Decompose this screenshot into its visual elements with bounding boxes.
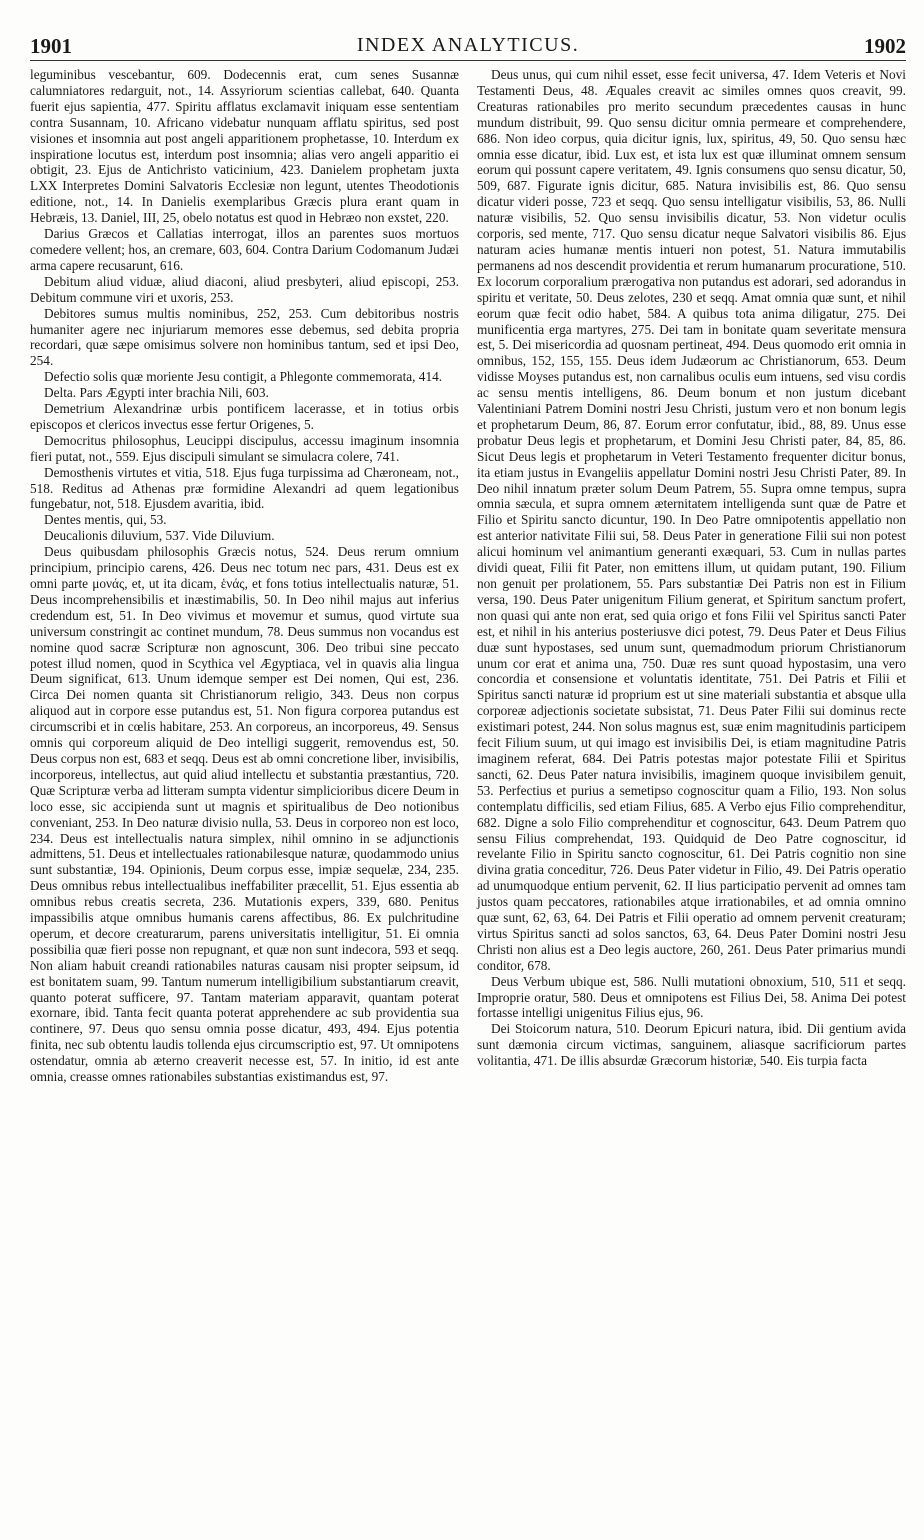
index-entry: Dentes mentis, qui, 53. [44, 512, 167, 528]
running-title: INDEX ANALYTICUS. [356, 34, 580, 56]
page-header [30, 30, 906, 61]
index-entry: Deus Verbum ubique est, 586. Nulli mutationi obnoxium, 510, 511 et seqq. Improprie oratur, 580. Deus et omnipotens est Filius Dei, 58. Anima Dei potest fortasse intelligi unigenitus Filius ejus, 96. [477, 973, 906, 1021]
index-entry: Deus quibusdam philosophis Græcis notus, 524. Deus rerum omnium principium, principio carens, 426. Deus nec totum nec pars, 431. Deus est ex omni parte μονάς, et, ut ita dicam, ἑνάς, et fons totius intellectualis naturæ, 51. Deus incomprehensibilis et inæstimabilis, 50. In Deo nihil majus aut inferius credendum est, 51. In Deo vivimus et movemur et sumus, quod virtute sua universum constringit ac continet mundum, 78. Deus summus non vocandus est nomine quod sacræ Scripturæ non agnoscunt, 306. Deo tribui sine peccato potest illud nomen, quod in Scythica vel Ægyptiaca, vel in quavis alia lingua Deum significat, 613. Unum idemque semper est Dei nomen, Qui est, 236. Circa Dei nomen quanta sit Christianorum religio, 343. Deus non corpus aliquod aut in corpore esse putandus est, 51. Non figura corporea putandus est circumscribi et in cœlis habitare, 253. An corporeus, an incorporeus, 49. Sensus omnis qui corporeum aliquid de Deo intelligi suggerit, removendus est, 50. Deus corpus non est, 683 et seqq. Deus est ab omni concretione liber, invisibilis, incorporeus, intellectus, aut quid aliud intellectu et substantia præstantius, 720. Quæ Scripturæ verba ad litteram sumpta videntur simplicioribus dicere Deum in loco esse, sic accipienda sunt ut magnis et spiritualibus de Deo notionibus conveniant, 253. In Deo naturæ divisio nulla, 53. Deus in corporeo non est loco, 234. Deus est intellectualis natura simplex, nihil omnino in se adjunctionis admittens, 51. Deus et intellectuales rationabilesque naturæ, quodammodo unius sunt substantiæ, 194. Opinionis, Deum corpus esse, impiæ sequelæ, 234, 235. Deus omnibus rebus intellectualibus ineffabiliter præcellit, 51. Ejus essentia ab omnibus rebus creatis secreta, 236. Mutationis expers, 339, 680. Penitus impassibilis atque omnibus humanis carens affectibus, 86. Ex pulchritudine operum, et decore creaturarum, parens universitatis intelligitur, 51. Ei omnia possibilia quæ fieri posse non repugnant, et quæ non sunt indecora, 593 et seqq. Non aliam habuit creandi rationabiles naturas causam nisi propter seipsum, id est bonitatem suam, 99. Tantum numerum intelligibilium substantiarum creavit, quanto poterat sufficere, 97. Tantam materiam apparavit, quantam poterat exornare, ibid. Tanta fecit quanta poterat apprehendere ac sub providentia sua continere, 97. Deus quo sensu omnia posse dicatur, 493, 494. Ejus potentia finita, nec sub obtentu laudis tollenda ejus circumscriptio est, 97. Ut omnipotens ostendatur, omnia ab æterno creaverit necesse est, 57. In initio, id est ante omnia, creasse omnes rationabiles substantias existimandus est, 97. [30, 544, 459, 1085]
index-entry: Darius Græcos et Callatias interrogat, illos an parentes suos mortuos comedere vellent; hos, an cremare, 603, 604. Contra Darium Codomanum Judæi arma capere recusarunt, 616. [30, 226, 459, 273]
page-number-left: 1901 [30, 34, 72, 58]
right-column [477, 67, 906, 1085]
index-entry: Delta. Pars Ægypti inter brachia Nili, 603. [44, 385, 269, 401]
index-entry: Defectio solis quæ moriente Jesu contigit, a Phlegonte commemorata, 414. [44, 369, 443, 385]
two-column-body [30, 67, 906, 1085]
index-entry: Dei Stoicorum natura, 510. Deorum Epicuri natura, ibid. Dii gentium avida sunt dæmonia circum victimas, sanguinem, aliasque sacrificiorum partes volitantia, 471. De illis absurdæ Græcorum historiæ, 540. Eis turpia facta [477, 1021, 906, 1069]
index-entry: Debitum aliud viduæ, aliud diaconi, aliud presbyteri, aliud episcopi, 253. Debitum commune viri et uxoris, 253. [30, 273, 459, 305]
page-number-right: 1902 [864, 34, 906, 58]
index-entry: Demosthenis virtutes et vitia, 518. Ejus fuga turpissima ad Chæroneam, not., 518. Reditus ad Athenas præ formidine Alexandri ad quem legationibus fungebatur, not, 518. Ejusdem avaritia, ibid. [30, 464, 459, 512]
index-entry: Demetrium Alexandrinæ urbis pontificem lacerasse, et in totius orbis episcopos et clericos invectus esse fertur Origenes, 5. [30, 401, 459, 432]
index-entry: Debitores sumus multis nominibus, 252, 253. Cum debitoribus nostris humaniter agere nec injuriarum memores esse debemus, sed debita propria recordari, quæ sæpe omisimus solvere non hominibus tantum, sed et ipsi Deo, 254. [30, 305, 459, 369]
index-entry: Deus unus, qui cum nihil esset, esse fecit universa, 47. Idem Veteris et Novi Testamenti Deus, 48. Æquales creavit ac similes omnes quos creavit, 99. Creaturas rationabiles pro merito secundum præcedentes causas in hunc mundum distribuit, 99. Quo sensu dicitur omnia permeare et comprehendere, 686. Non ideo corpus, quia dicitur ignis, lux, spiritus, 49, 50. Quo sensu hæc omnia esse dicatur, ibid. Lux est, et ista lux est quæ illuminat omnem sensum eorum qui possunt capere veritatem, 49. Ignis consumens quo sensu dicatur, 50, 509, 687. Figurate ignis dicitur, 685. Natura invisibilis est, 86. Quo sensu dicatur videri posse, 723 et seqq. Quo sensu intelligatur visibilis, 53, 86. Nulli naturæ visibilis, 52. Quo sensu invisibilis dicatur, 53. Non videtur oculis corporis, sed mente, 717. Quo sensu dicatur neque Salvatori visibilis 86. Ejus naturam acies humanæ mentis intueri non potest, 51. Natura immutabilis permanens ad nos descendit providentia et rerum humanarum procuratione, 510. Ex locorum corporalium prærogativa non putandus est adorari, sed adorandus in spiritu et veritate, 50. Deus zelotes, 230 et seqq. Amat omnia quæ sunt, et nihil eorum quæ fecit odio habet, 584. A quibus tota anima diligatur, 275. Dei munificentia erga martyres, 275. Dei tam in bonitate quam severitate mensura est, 5. Dei misericordia ad quosnam pertineat, 494. Deus quomodo erit omnia in omnibus, 152, 155, 155. Deus idem Judæorum ac Christianorum, 653. Deum vidisse Moyses putandus est, non carnalibus oculis eum intuens, sed visu cordis ac sensu mentis intelligens, 86. Deum bonum et non justum dicebant Valentiniani Patrem Domini nostri Jesu Christi, justum vero et non bonum legis et prophetarum Deum, 86, 87. Eorum error confutatur, ibid., 88, 89. Unus esse probatur Deus legis et prophetarum, et Domini Jesu Christi pater, 84, 85, 86. Sicut Deus legis et prophetarum in Veteri Testamento frequenter dicitur bonus, ita etiam justus in Evangeliis appellatur Domini nostri Jesu Christi Pater, 89. In Deo nihil innatum præter solum Deum Patrem, 55. Supra omne tempus, supra omnia sæcula, et supra omnem æternitatem intelligenda sunt quæ de Patre et Filio et Spiritu sancto dicuntur, 190. In Deo Patre omnipotentis appellatio non est anterior nativitate Filii sui, 58. Deus Pater in generatione Filii sui non potest alicui hominum vel animantium generanti exæquari, 53. Cum in nullas partes dividi queat, Filii fit Pater, non emittens illum, ut quidam putant, 190. Filium non genuit per prolationem, 55. Pars substantiæ Dei Patris non est in Filium versa, 190. Deus Pater unigenitum Filium generat, et Spiritum sanctum profert, non quasi qui ante non erat, sed quia origo et fons Filii vel Spiritus sancti Pater est, et nihil in his anterius posteriusve dici potest, 79. Deus Pater et Deus Filius duæ sunt hypostases, sed unum sunt, quemadmodum priorum Christianorum unum cor erat et anima una, 750. Duæ res sunt quoad hypostasim, una vero concordia et consensione et voluntatis identitate, 751. Dei Patris et Filii et Spiritus sancti naturæ id proprium est ut sine materiali substantia et absque ulla corporeæ adjectionis societate subsistat, 71. Deus Pater Filii sui dominus recte existimari potest, 244. Non solus magnus est, suæ enim magnitudinis participem fecit Filium suum, ut qui imago est invisibilis Dei, is etiam magnitudine Patris imaginem referat, 684. Dei Patris potestas major potestate Filii et Spiritus sancti, 62. Deus Pater natura invisibilis, imaginem quoque invisibilem genuit, 53. Perfectius et purius a semetipso cognoscitur quam a Filio, 193. Non solus contemplatu difficilis, sed etiam Filius, 685. A Verbo ejus Filio comprehenditur, 682. Digne a solo Filio comprehenditur et cognoscitur, 643. Deum Patrem quo sensu Filius comprehendat, 193. Quidquid de Deo Patre cognoscitur, id revelante Filio in Spiritu sancto cognoscitur, 61. Dei Patris cognitio non sine divina gratia conceditur, 726. Deus Pater videtur in Filio, 49. Dei Patris operatio ad unumquodque entium pervenit, 62. II lius participatio pervenit ad omnes tam justos quam peccatores, rationabiles atque irrationabiles, et ad omnia omnino quæ sunt, 62, 63, 64. Dei Patris et Filii operatio ad omnem pervenit creaturam; virtus Spiritus sancti ad solos sanctos, 63, 64. Deus Pater Domini nostri Jesu Christi non alius est a Deo legis auctore, 260, 261. Deus Pater primarius mundi conditor, 678. [477, 67, 906, 973]
index-entry: Democritus philosophus, Leucippi discipulus, accessu imaginum insomnia fieri putat, not., 559. Ejus discipuli simulant se simulacra colere, 741. [30, 432, 459, 464]
index-entry: leguminibus vescebantur, 609. Dodecennis erat, cum senes Susannæ calumniatores redarguit, not., 14. Assyriorum scientias callebat, 640. Quanta fuerit ejus sapientia, 477. Spiritu afflatus exclamavit iniquam esse sententiam contra Susannam, 10. Africano videbatur nunquam afflatu spiritus, sed post visiones et insomnia aut post angeli apparitionem prophetasse, 10. Interdum ex inspiratione locutus est, interdum post insomnia; alias vero angeli apparitio ei obtigit, 23. Ejus de Antichristo vaticinium, 423. Danielem prophetam juxta LXX Interpretes Domini Salvatoris Ecclesiæ non legunt, utentes Theodotionis editione, not., 14. In Danielis exemplaribus Græcis plura erant quam in Hebræis, 13. Daniel, III, 25, obelo notatus est quod in Hebræo non exstet, 220. [30, 67, 459, 226]
left-column [30, 67, 459, 1085]
index-entry: Deucalionis diluvium, 537. Vide Diluvium. [44, 528, 275, 544]
